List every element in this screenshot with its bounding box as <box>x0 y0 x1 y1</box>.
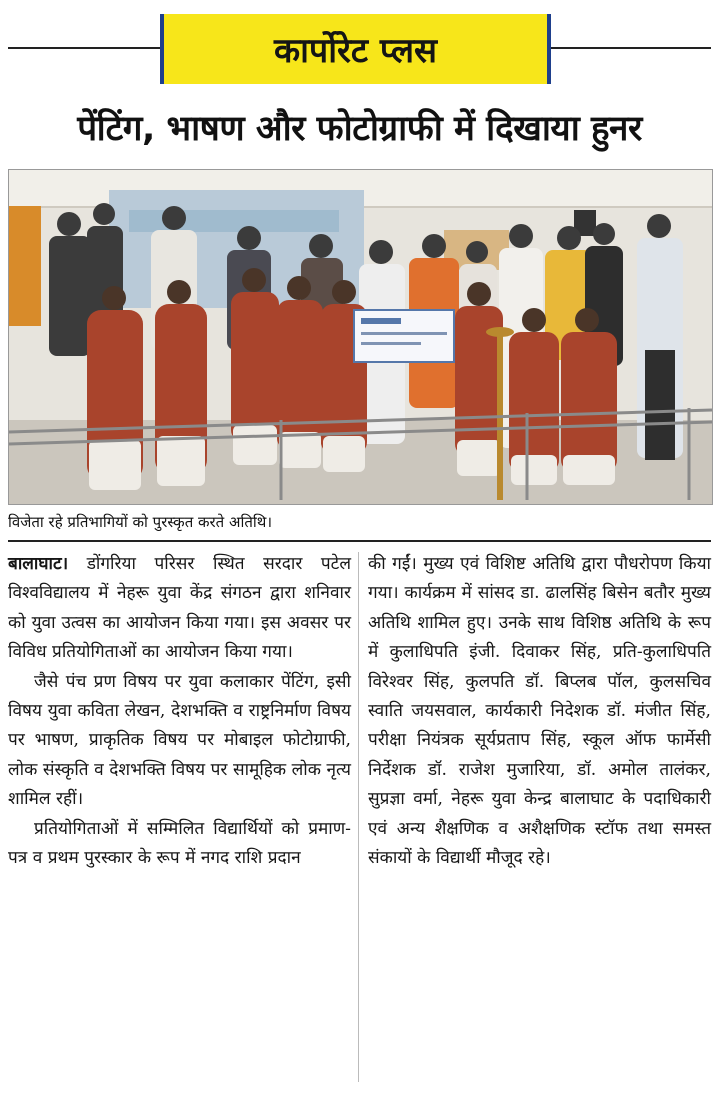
caption-divider <box>8 540 711 542</box>
article-column-right <box>368 550 711 873</box>
news-photo <box>8 169 713 505</box>
article-paragraph: जैसे पंच प्रण विषय पर युवा कलाकार पेंटिंग, इसी विषय युवा कविता लेखन, देशभक्ति व राष्ट्रनिर्माण विषय पर भाषण, प्राकृतिक विषय पर मोबाइल फोटोग्राफी, लोक संस्कृति व देशभक्ति विषय पर सामूहिक लोक नृत्य शामिल रहीं। <box>8 671 351 810</box>
photo-illustration <box>9 170 712 504</box>
header-rule-right <box>551 47 711 49</box>
headline: पेंटिंग, भाषण और फोटोग्राफी में दिखाया हुनर <box>77 109 642 149</box>
article-paragraph: प्रतियोगिताओं में सम्मिलित विद्यार्थियों को प्रमाण-पत्र व प्रथम पुरस्कार के रूप में नगद राशि प्रदान <box>8 818 351 869</box>
section-label: कार्पोरेट प्लस <box>273 31 438 71</box>
article-paragraph <box>8 550 351 668</box>
article-column-left <box>8 550 351 873</box>
column-divider <box>358 552 359 1082</box>
article-paragraph: की गईं। मुख्य एवं विशिष्ट अतिथि द्वारा पौधरोपण किया गया। कार्यक्रम में सांसद डा. ढालसिंह बिसेन बतौर मुख्य अतिथि शामिल हुए। उनके साथ विशिष्ठ अतिथि के रूप में कुलाधिपति इंजी. दिवाकर सिंह, प्रति-कुलाधिपति विरेश्वर सिंह, कुलपति डॉ. बिप्लब पॉल, कुलसचिव स्वाति जयसवाल, कार्यकारी निदेशक डॉ. मंजीत सिंह, परीक्षा नियंत्रक सूर्यप्रताप सिंह, स्कूल ऑफ फार्मेसी निर्देशक डॉ. राजेश मुजारिया, डॉ. अमोल तालंकर, सुप्रज्ञा वर्मा, नेहरू युवा केन्द्र बालाघाट के पदाधिकारी एवं अन्य शैक्षणिक व अशैक्षणिक स्टॉफ तथा समस्त संकायों के विद्यार्थी मौजूद रहे। <box>368 554 711 869</box>
dateline: बालाघाट। <box>8 554 69 574</box>
header-rule-left <box>8 47 160 49</box>
photo-caption: विजेता रहे प्रतिभागियों को पुरस्कृत करते अतिथि। <box>8 513 273 531</box>
section-banner <box>160 14 551 84</box>
paragraph-text: डोंगरिया परिसर स्थित सरदार पटेल विश्वविद्यालय में नेहरू युवा केंद्र संगठन द्वारा शनिवार को युवा उत्वस का आयोजन किया गया। इस अवसर पर विविध प्रतियोगिताओं का आयोजन किया गया। <box>8 554 351 663</box>
